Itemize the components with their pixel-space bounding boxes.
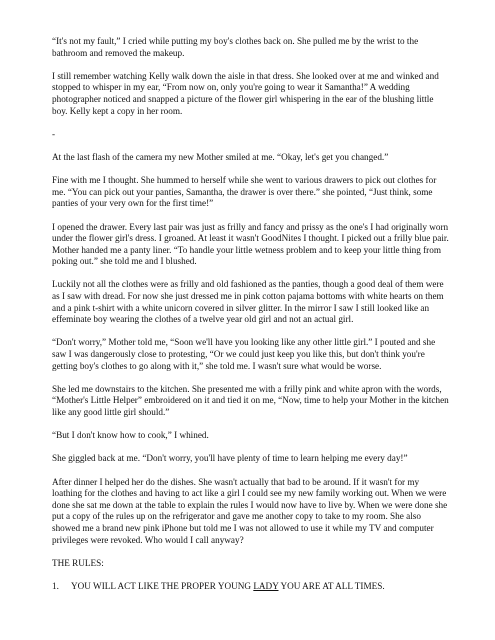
rule-text-underlined: LADY [253,580,279,591]
paragraph: At the last flash of the camera my new Mother smiled at me. “Okay, let's get you changed.” [52,151,389,162]
paragraph: Fine with me I thought. She hummed to herself while she went to various drawers to pick out clothes for me. “You can pick out your panties, Samantha, the drawer is over there.” she pointed, “Just think, some panties of your very own for the first time!” [52,175,437,209]
document-body [52,36,450,593]
paragraph: “But I don't know how to cook,” I whined. [52,430,209,441]
paragraph: After dinner I helped her do the dishes. She wasn't actually that bad to be around. If it wasn't for my loathing for the clothes and having to act like a girl I could see my new family working out. When we were done she sat me down at the table to explain the rules I would now have to live by. When we were done she put a copy of the rules up on the refrigerator and gave me another copy to take to my room. She also showed me a brand new pink iPhone but told me I was not allowed to use it while my TV and computer privileges were revoked. Who would I call anyway? [52,476,448,545]
paragraph: I opened the drawer. Every last pair was just as frilly and fancy and prissy as the one's I had originally worn under the flower girl's dress. I groaned. At least it wasn't GoodNites I thought. I picked out a frilly blue pair. Mother handed me a panty liner. “To handle your little wetness problem and to keep your little thing from poking out.” she told me and I blushed. [52,221,449,267]
paragraph: She led me downstairs to the kitchen. She presented me with a frilly pink and white apron with the words, “Mother's Little Helper” embroidered on it and tied it on me, “Now, time to help your Mother in the kitchen like any good little girl should.” [52,383,449,417]
rule-text-before: YOU WILL ACT LIKE THE PROPER YOUNG [71,580,254,591]
paragraph: She giggled back at me. “Don't worry, you'll have plenty of time to learn helping me every day!” [52,453,408,464]
paragraph: I still remember watching Kelly walk down the aisle in that dress. She looked over at me and winked and stopped to whisper in my ear, “From now on, only you're going to wear it Samantha!” A wedding photographer noticed and snapped a picture of the flower girl whispering in the ear of the blushing little boy. Kelly kept a copy in her room. [52,70,439,116]
rules-list [52,581,450,593]
rule-text-after: YOU ARE AT ALL TIMES. [278,580,385,591]
scene-break: - [52,128,56,139]
paragraph: Luckily not all the clothes were as frilly and old fashioned as the panties, though a good deal of them were as I saw with dread. For now she just dressed me in pink cotton pajama bottoms with white hearts on them and a pink t-shirt with a white unicorn covered in silver glitter. In the mirror I saw I still looked like an effeminate boy wearing the clothes of a twelve year old girl and not an actual girl. [52,279,444,325]
rule-number: 1. [52,580,59,591]
paragraph: “Don't worry,” Mother told me, “Soon we'll have you looking like any other little girl.” I pouted and she saw I was dangerously close to protesting, “Or we could just keep you like this, but don't think you're getting boy's clothes to go along with it,” she told me. I wasn't sure what would be worse. [52,337,436,371]
rules-heading: THE RULES: [52,557,104,568]
paragraph: “It's not my fault,” I cried while putting my boy's clothes back on. She pulled me by the wrist to the bathroom and removed the makeup. [52,36,419,58]
rule-item [52,581,450,593]
